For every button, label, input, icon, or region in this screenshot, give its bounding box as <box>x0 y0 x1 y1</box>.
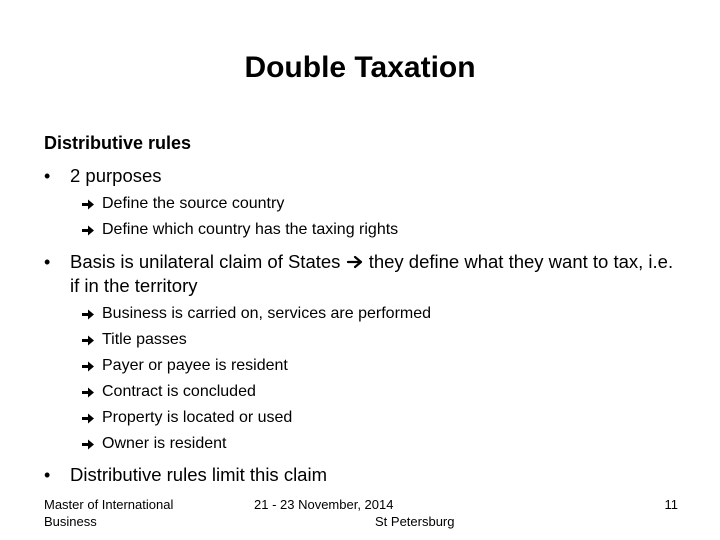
bullet-text-start: Basis is unilateral claim of States <box>70 251 341 272</box>
bullet-dot-icon: • <box>44 166 51 186</box>
page-number: 11 <box>664 497 678 512</box>
bullet-item <box>44 250 684 298</box>
arrow-bullet-icon <box>81 438 95 451</box>
sub-bullet-item <box>44 434 684 454</box>
sub-bullet-item <box>44 194 684 214</box>
arrow-bullet-icon <box>81 412 95 425</box>
sub-bullet-text: Property is located or used <box>102 409 293 426</box>
sub-bullet-item <box>44 330 684 350</box>
footer-date: 21 - 23 November, 2014 <box>254 497 394 512</box>
bullet-text: 2 purposes <box>70 165 162 186</box>
bullet-dot-icon: • <box>44 252 51 272</box>
bullet-text-end: they define what they want to tax, i.e. if in the territory <box>70 251 674 296</box>
arrow-bullet-icon <box>81 386 95 399</box>
right-arrow-icon <box>346 255 364 269</box>
sub-bullet-text: Business is carried on, services are performed <box>102 305 432 322</box>
bullet-item <box>44 463 684 487</box>
section-heading: Distributive rules <box>44 133 192 153</box>
footer-place: St Petersburg <box>375 514 455 529</box>
sub-bullet-item <box>44 220 684 240</box>
arrow-bullet-icon <box>81 224 95 237</box>
bullet-text: Distributive rules limit this claim <box>70 464 327 485</box>
sub-bullet-item <box>44 304 684 324</box>
sub-bullet-text: Contract is concluded <box>102 383 256 400</box>
sub-bullet-text: Owner is resident <box>102 435 227 452</box>
footer-program: Master of International Business <box>44 497 174 529</box>
slide-content <box>44 130 684 487</box>
sub-bullet-text: Define the source country <box>102 195 285 212</box>
arrow-bullet-icon <box>81 334 95 347</box>
sub-bullet-text: Define which country has the taxing rights <box>102 221 399 238</box>
arrow-bullet-icon <box>81 308 95 321</box>
sub-bullet-item <box>44 382 684 402</box>
sub-bullet-item <box>44 408 684 428</box>
bullet-item <box>44 164 684 188</box>
sub-bullet-item <box>44 356 684 376</box>
arrow-bullet-icon <box>81 360 95 373</box>
footer-event <box>254 496 484 530</box>
arrow-bullet-icon <box>81 198 95 211</box>
sub-bullet-text: Title passes <box>102 331 187 348</box>
sub-bullet-text: Payer or payee is resident <box>102 357 288 374</box>
bullet-dot-icon: • <box>44 465 51 485</box>
slide-title: Double Taxation <box>244 51 476 84</box>
